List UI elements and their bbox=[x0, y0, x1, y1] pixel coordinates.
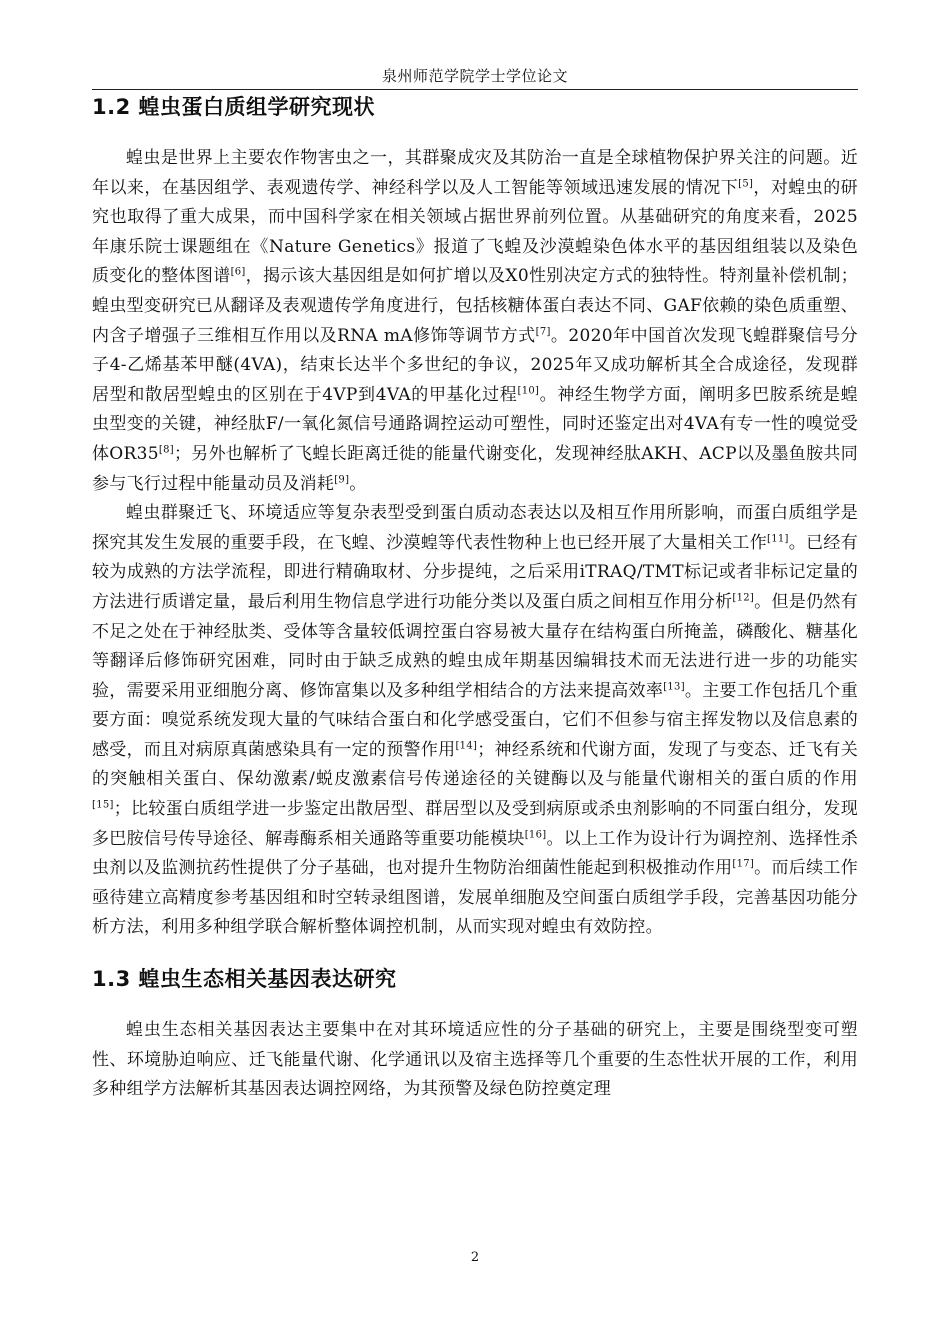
citation-ref: [9] bbox=[334, 473, 350, 485]
citation-ref: [13] bbox=[663, 681, 685, 693]
citation-ref: [14] bbox=[455, 740, 478, 752]
text-run: 。2020年中国首次发现飞蝗群聚信号分子4-乙烯基苯甲醚(4VA)，结束长达半个多世纪的争议，2025年又成功解析其全合成途径，发现群居型和散居型蝗虫的区别在于4VP到4VA的甲基化过程 bbox=[92, 325, 858, 405]
text-run: ，揭示该大基因组是如何扩增以及X0性别决定方式的独特性。特剂量补偿机制；蝗虫型变研究已从翻译及表观遗传学角度进行，包括核糖体蛋白表达不同、GAF依赖的染色质重塑、内含子增强子三维相互作用以及RNA mA修饰等调节方式 bbox=[92, 266, 859, 346]
section-heading: 1.3 蝗虫生态相关基因表达研究 bbox=[92, 967, 397, 992]
text-run: 。 bbox=[349, 473, 367, 494]
text-run: 蝗虫群聚迁飞、环境适应等复杂表型受到蛋白质动态表达以及相互作用所影响，而蛋白质组学是探究其发生发展的重要手段，在飞蝗、沙漠蝗等代表性物种上也已经开展了大量相关工作 bbox=[92, 503, 858, 553]
text-run: ；比较蛋白质组学进一步鉴定出散居型、群居型以及受到病原或杀虫剂影响的不同蛋白组分，发现多巴胺信号传导途径、解毒酶系相关通路等重要功能模块 bbox=[92, 799, 858, 849]
paragraph bbox=[92, 144, 858, 499]
running-header: 泉州师范学院学士学位论文 bbox=[381, 67, 568, 85]
text-run: 。而后续工作亟待建立高精度参考基因组和时空转录组图谱，发展单细胞及空间蛋白质组学手段，完善基因功能分析方法，利用多种组学联合解析整体调控机制，从而实现对蝗虫有效防控。 bbox=[92, 858, 858, 938]
text-run: 。但是仍然有不足之处在于神经肽类、受体等含量较低调控蛋白容易被大量存在结构蛋白所掩盖，磷酸化、糖基化等翻译后修饰研究困难，同时由于缺乏成熟的蝗虫成年期基因编辑技术而无法进行进一步的功能实验，需要采用亚细胞分离、修饰富集以及多种组学相结合的方法来提高效率 bbox=[92, 591, 858, 701]
citation-ref: [8] bbox=[158, 444, 174, 456]
citation-ref: [15] bbox=[92, 799, 114, 811]
text-run: 蝗虫是世界上主要农作物害虫之一，其群聚成灾及其防治一直是全球植物保护界关注的问题。近年以来，在基因组学、表观遗传学、神经科学以及人工智能等领域迅速发展的情况下 bbox=[92, 148, 858, 198]
page-number: 2 bbox=[470, 1250, 480, 1265]
text-run: ，对蝗虫的研究也取得了重大成果，而中国科学家在相关领域占据世界前列位置。从基础研究的角度来看，2025年康乐院士课题组在《Nature Genetics》报道了飞蝗及沙漠蝗染色体水平的基因组组装以及染色质变化的整体图谱 bbox=[92, 177, 858, 287]
text-run: 。以上工作为设计行为调控剂、选择性杀虫剂以及监测抗药性提供了分子基础，也对提升生物防治细菌性能起到积极推动作用 bbox=[92, 828, 859, 879]
text-run: 。已经有较为成熟的方法学流程，即进行精确取材、分步提纯，之后采用iTRAQ/TMT标记或者非标记定量的方法进行质谱定量，最后利用生物信息学进行功能分类以及蛋白质之间相互作用分析 bbox=[92, 532, 858, 612]
section-1-2 bbox=[92, 90, 858, 943]
section-1-3 bbox=[92, 962, 858, 1105]
citation-ref: [16] bbox=[524, 829, 547, 840]
citation-ref: [7] bbox=[535, 325, 551, 337]
text-run: ；神经系统和代谢方面，发现了与变态、迁飞有关的突触相关蛋白、保幼激素/蜕皮激素信号传递途径的关键酶以及与能量代谢相关的蛋白质的作用 bbox=[92, 739, 858, 790]
citation-ref: [6] bbox=[230, 266, 246, 278]
text-run: ；另外也解析了飞蝗长距离迁徙的能量代谢变化，发现神经肽AKH、ACP以及墨鱼胺共同参与飞行过程中能量动员及消耗 bbox=[92, 443, 858, 494]
text-run: 。主要工作包括几个重要方面：嗅觉系统发现大量的气味结合蛋白和化学感受蛋白，它们不但参与宿主挥发物以及信息素的感受，而且对病原真菌感染具有一定的预警作用 bbox=[92, 680, 859, 760]
paragraph bbox=[92, 499, 858, 943]
citation-ref: [10] bbox=[517, 385, 540, 397]
page-content bbox=[92, 90, 858, 1105]
section-heading: 1.2 蝗虫蛋白质组学研究现状 bbox=[92, 95, 376, 119]
citation-ref: [17] bbox=[732, 858, 755, 870]
citation-ref: [5] bbox=[738, 177, 754, 189]
citation-ref: [12] bbox=[732, 592, 755, 604]
text-run: 。神经生物学方面，阐明多巴胺系统是蝗虫型变的关键，神经肽F/一氧化氮信号通路调控运动可塑性，同时还鉴定出对4VA有专一性的嗅觉受体OR35 bbox=[92, 384, 859, 464]
citation-ref: [11] bbox=[767, 533, 789, 545]
text-run: 蝗虫生态相关基因表达主要集中在对其环境适应性的分子基础的研究上，主要是围绕型变可塑性、环境胁迫响应、迁飞能量代谢、化学通讯以及宿主选择等几个重要的生态性状开展的工作，利用多种组学方法解析其基因表达调控网络，为其预警及绿色防控奠定理 bbox=[92, 1020, 858, 1100]
paragraph bbox=[92, 1016, 858, 1105]
